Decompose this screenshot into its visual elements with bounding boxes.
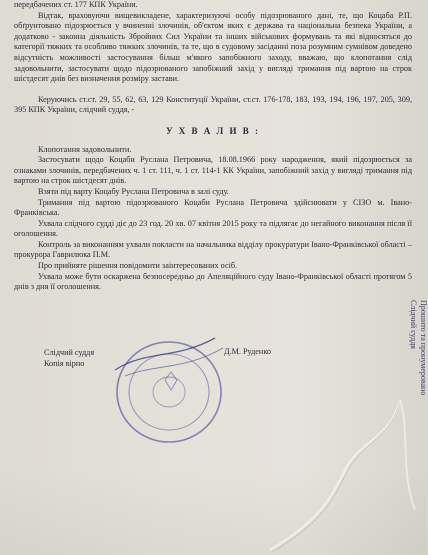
court-stamp-icon — [105, 330, 233, 450]
ruling-1: Клопотання задовольнити. — [38, 144, 132, 154]
ruling-6: Контроль за виконанням ухвали покласти на начальника відділу прокуратури Івано-Франківської області – прокурора Гаврилюка П.М. — [14, 239, 412, 260]
ruling-8: Ухвала може бути оскаржена безпосередньо до Апеляційного суду Івано-Франківської області протягом 5 днів з дня її оголошення. — [14, 271, 412, 292]
document-body — [14, 0, 412, 293]
paragraph-legal-basis: Керуючись ст.ст. 29, 55, 62, 63, 129 Конституції України, ст.ст. 176-178, 183, 193, 194, 196, 197, 205, 309, 395 КПК України, слідчий суддя, - — [14, 94, 412, 115]
ruling-2: Застосувати щодо Коцаби Руслана Петровича, 18.08.1966 року народження, який підозрюється за ознаками злочинів, передбачених ч. 1 ст. 111, ч. 1 ст. 114-1 КК України, запобіжний захід у вигляді тримання під вартою на строк шістдесят днів. — [14, 155, 412, 186]
ruling-5: Ухвала слідчого судді діє до 23 год. 20 хв. 07 квітня 2015 року та підлягає до негайного виконання після її оголошення. — [14, 218, 412, 239]
paragraph-reasoning: Відтак, враховуючи вищевикладене, характеризуючі особу підозрюваного дані, те, що Коцаба Р.П. обґрунтовано підозрюється у вчиненні злочинів, об'єктом яких є держава та національна безпека України, а додатково - законна діяльність Збройних Сил України та інших військових формувань та які відносяться до категорії тяжких та особливо тяжких злочинів, та те, що в судовому засіданні поза розумним сумнівом доведено відсутність можливості застосування більш м'якого запобіжного заходу, вважаю, що клопотання слід задовольнити, застосувати щодо підозрюваного запобіжний захід у вигляді тримання під вартою на строк шістдесят днів без визначення розміру застави. — [14, 10, 412, 84]
stitched-note-line-1: Прошито та пронумеровано — [419, 300, 428, 396]
signature-left — [44, 347, 94, 369]
copy-note: Копія вірно — [44, 359, 85, 368]
judge-name: Д.М. Руденко — [224, 347, 271, 356]
ruling-heading: У Х В А Л И В : — [165, 125, 261, 136]
judge-role: Слідчий суддя — [44, 348, 95, 357]
ruling-7: Про прийняте рішення повідомити заінтересованих осіб. — [38, 261, 238, 271]
stitched-note-line-2: Слідчий суддя — [409, 300, 419, 349]
binding-cord-icon — [250, 400, 427, 555]
paragraph-intro: передбачених ст. 177 КПК України. — [14, 0, 138, 9]
ruling-4: Тримання під вартою підозрюваного Коцаби Руслана Петровича здійснювати у СІЗО м. Івано-Франківська. — [14, 197, 412, 218]
ruling-3: Взяти під варту Коцабу Руслана Петровича в залі суду. — [38, 186, 229, 196]
